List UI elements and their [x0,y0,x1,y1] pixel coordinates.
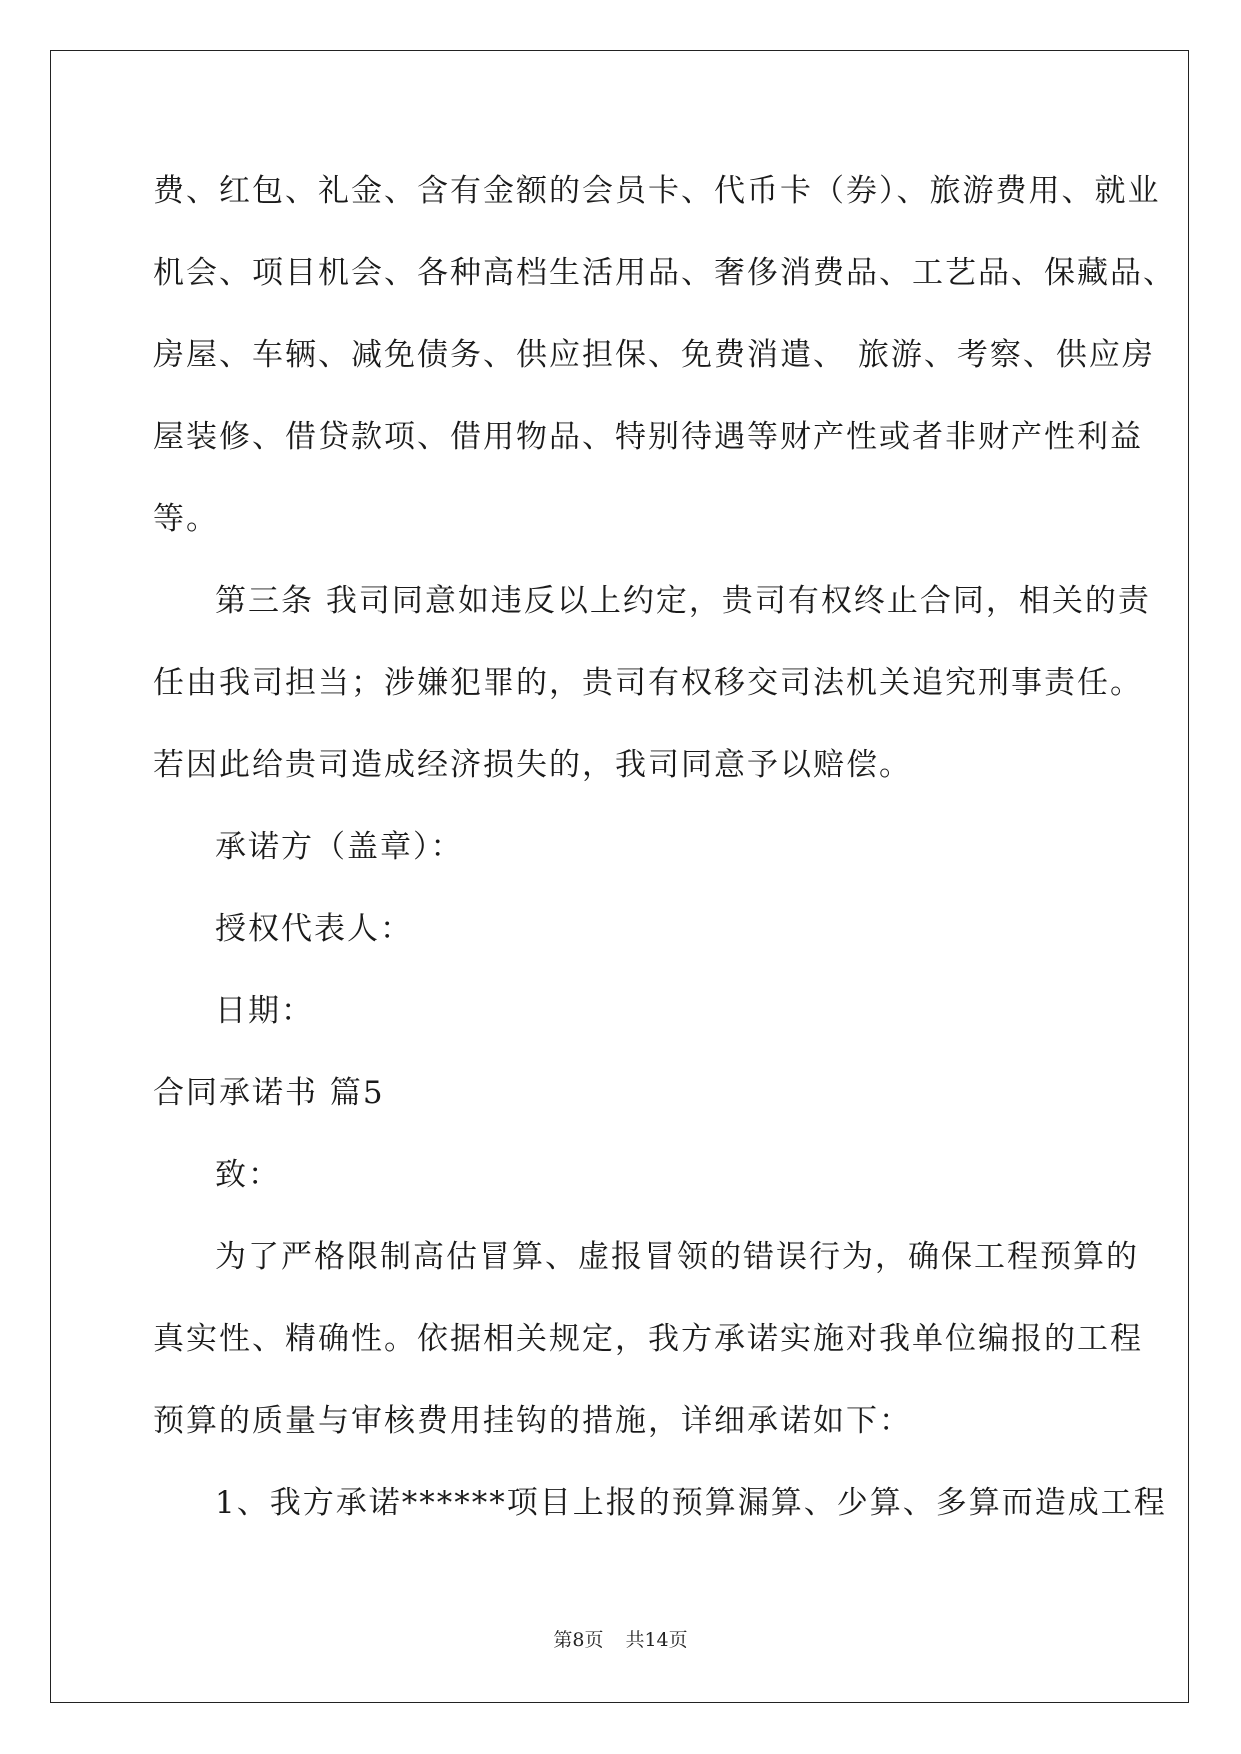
text-line: 第三条 我司同意如违反以上约定，贵司有权终止合同，相关的责 [215,583,1151,619]
page-footer [0,1625,1241,1652]
document-body [153,150,1176,1544]
page-total: 共14页 [625,1629,688,1651]
text-line: 若因此给贵司造成经济损失的，我司同意予以赔偿。 [153,747,912,783]
page-number: 第8页 [553,1629,604,1651]
text-line: 任由我司担当；涉嫌犯罪的，贵司有权移交司法机关追究刑事责任。 [153,665,1143,701]
signatory-label: 承诺方（盖章）： [215,829,464,865]
text-line: 等。 [153,501,219,537]
date-label: 日期： [215,993,314,1029]
representative-label: 授权代表人： [215,911,413,947]
text-line: 机会、项目机会、各种高档生活用品、奢侈消费品、工艺品、保藏品、 [153,255,1176,291]
text-line: 费、红包、礼金、含有金额的会员卡、代币卡（券）、旅游费用、就业 [153,173,1161,209]
text-line: 房屋、车辆、减免债务、供应担保、免费消遣、 旅游、考察、供应房 [153,337,1155,373]
text-line: 屋装修、借贷款项、借用物品、特别待遇等财产性或者非财产性利益 [153,419,1143,455]
salutation: 致： [215,1157,281,1193]
text-line: 1、我方承诺******项目上报的预算漏算、少算、多算而造成工程 [215,1485,1167,1521]
section-heading: 合同承诺书 篇5 [153,1075,385,1111]
text-line: 真实性、精确性。依据相关规定，我方承诺实施对我单位编报的工程 [153,1321,1143,1357]
text-line: 预算的质量与审核费用挂钩的措施，详细承诺如下： [153,1403,912,1439]
text-line: 为了严格限制高估冒算、虚报冒领的错误行为，确保工程预算的 [215,1239,1139,1275]
